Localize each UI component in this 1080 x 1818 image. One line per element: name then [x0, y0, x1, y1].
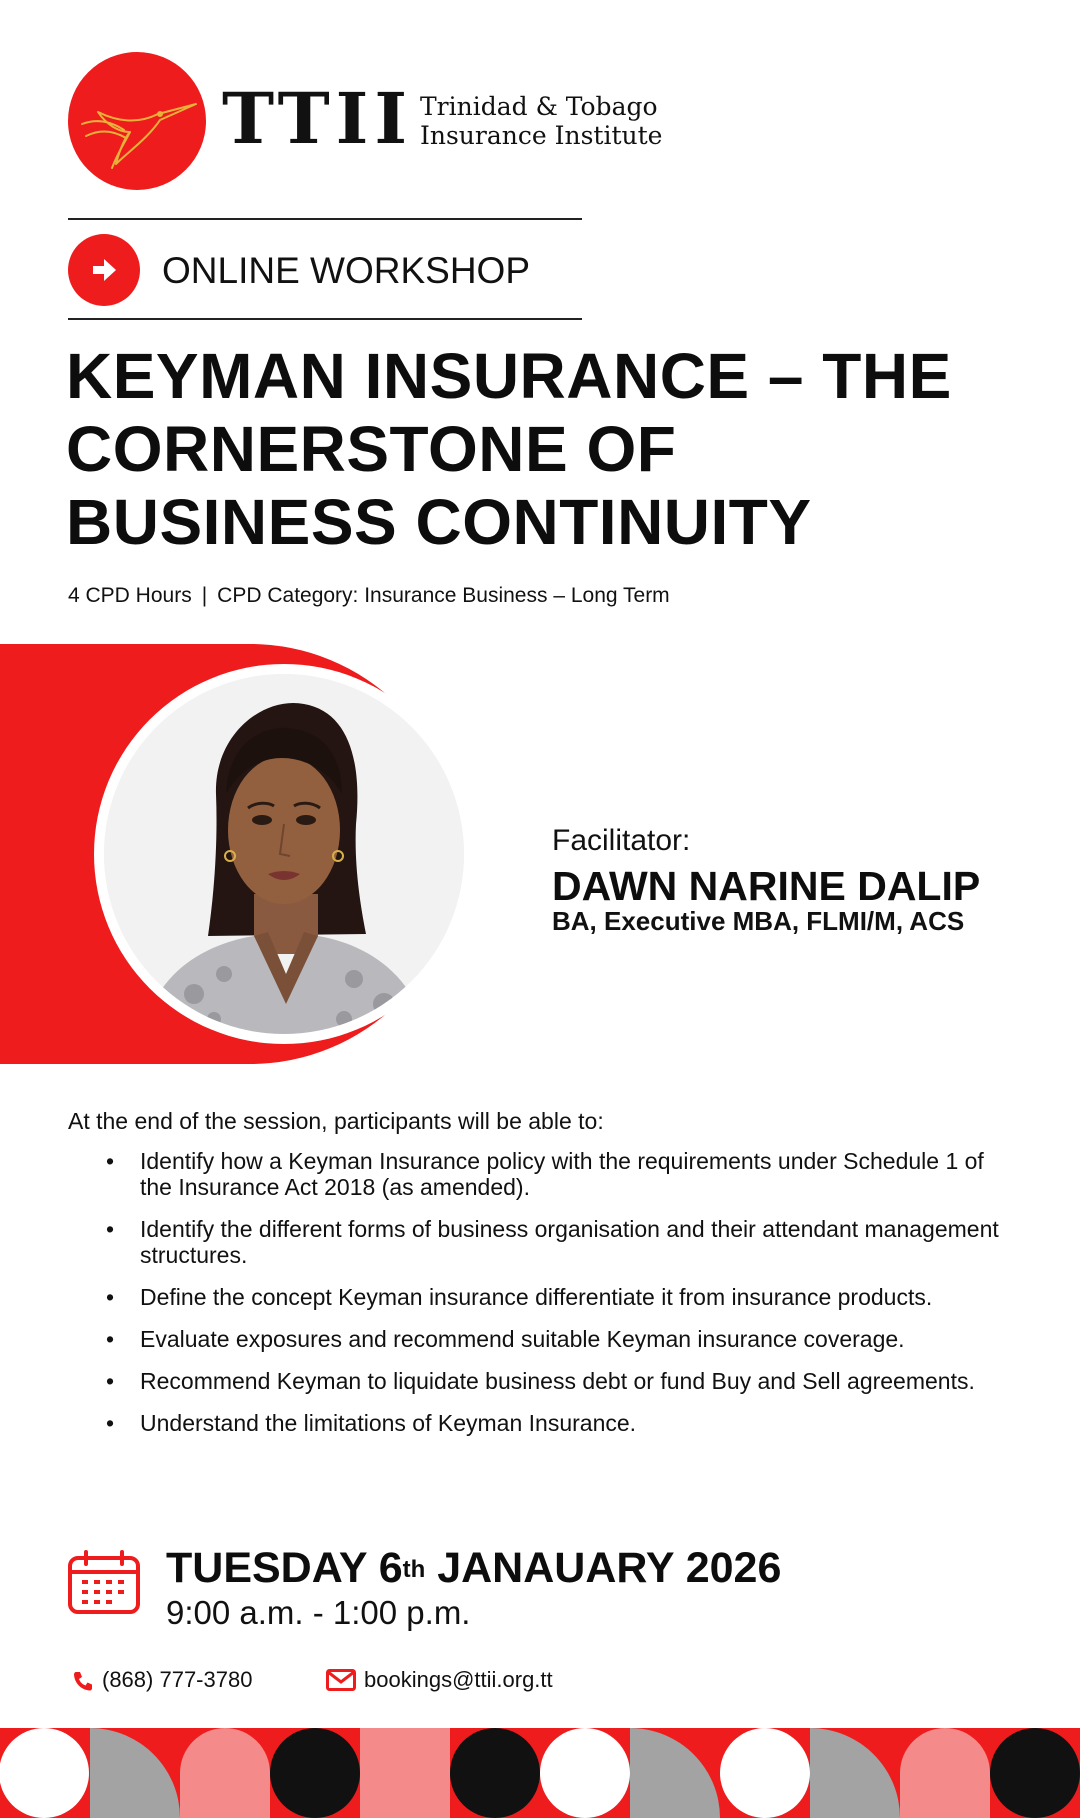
contact-phone[interactable]: (868) 777-3780	[102, 1667, 253, 1692]
format-label: ONLINE WORKSHOP	[162, 250, 530, 291]
event-title	[66, 340, 1026, 559]
event-title-line: KEYMAN INSURANCE – THE	[66, 340, 952, 412]
cpd-hours: 4 CPD Hours	[68, 584, 192, 607]
event-date	[166, 1544, 781, 1592]
event-day-suffix: th	[402, 1556, 426, 1583]
organization-name	[420, 92, 662, 150]
event-day: TUESDAY 6	[166, 1544, 403, 1592]
arrow-right-icon	[68, 234, 140, 306]
event-title-line: BUSINESS CONTINUITY	[66, 486, 812, 558]
objective-item: • Define the concept Keyman insurance differentiate it from insurance products.	[106, 1284, 1006, 1310]
divider-top	[68, 218, 582, 220]
organization-name-line2: Insurance Institute	[420, 121, 663, 150]
objective-item: • Recommend Keyman to liquidate business debt or fund Buy and Sell agreements.	[106, 1368, 1006, 1394]
event-time: 9:00 a.m. - 1:00 p.m.	[166, 1594, 471, 1631]
facilitator-credentials: BA, Executive MBA, FLMI/M, ACS	[552, 906, 965, 936]
hummingbird-icon	[68, 52, 206, 190]
organization-name-line1: Trinidad & Tobago	[420, 92, 658, 121]
cpd-category: CPD Category: Insurance Business – Long Term	[217, 584, 670, 607]
envelope-icon	[326, 1669, 356, 1691]
cpd-info	[68, 584, 670, 608]
objective-item: • Understand the limitations of Keyman Insurance.	[106, 1410, 1006, 1436]
logo-badge	[68, 52, 206, 190]
contact-email[interactable]: bookings@ttii.org.tt	[364, 1667, 553, 1692]
brand-wordmark: TTII	[222, 77, 414, 160]
objectives-intro: At the end of the session, participants will be able to:	[68, 1108, 604, 1134]
objective-item: • Identify the different forms of business organisation and their attendant management structures.	[106, 1216, 1006, 1268]
objective-item: • Evaluate exposures and recommend suitable Keyman insurance coverage.	[106, 1326, 1006, 1352]
facilitator-label: Facilitator:	[552, 824, 691, 857]
facilitator-photo	[104, 674, 464, 1034]
objectives-list	[106, 1148, 1006, 1452]
event-month-year: JANAUARY 2026	[425, 1544, 782, 1592]
format-badge	[68, 234, 140, 306]
geometric-pattern	[0, 1728, 1080, 1818]
facilitator-name: DAWN NARINE DALIP	[552, 863, 981, 909]
phone-icon	[72, 1670, 94, 1692]
calendar-icon	[68, 1550, 140, 1614]
objective-item: • Identify how a Keyman Insurance policy with the requirements under Schedule 1 of the Insurance Act 2018 (as amended).	[106, 1148, 1006, 1200]
decorative-footer	[0, 1728, 1080, 1818]
event-title-line: CORNERSTONE OF	[66, 413, 677, 485]
cpd-separator: |	[201, 584, 208, 607]
divider-bottom	[68, 318, 582, 320]
